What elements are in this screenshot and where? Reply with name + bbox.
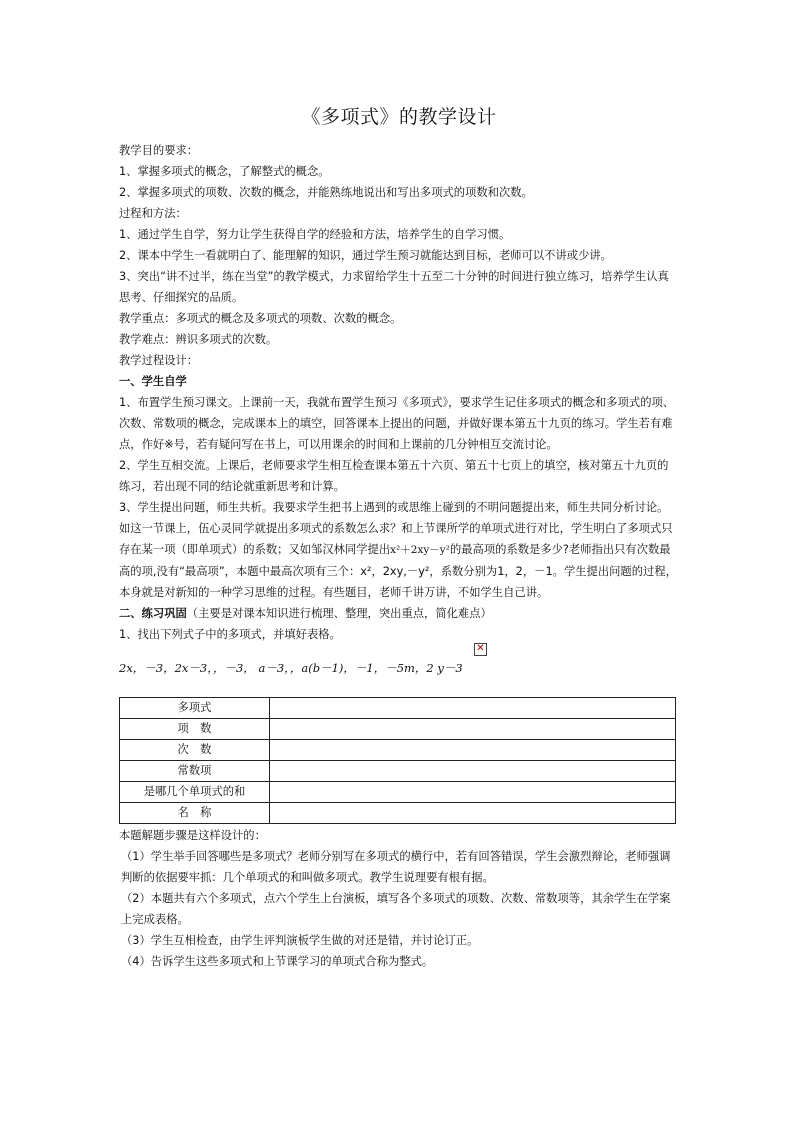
table-row	[120, 740, 676, 761]
section-1-paragraph-1: 1、布置学生预习课文。上课前一天，我就布置学生预习《多项式》，要求学生记住多项式的概念和多项式的项、次数、常数项的概念，完成课本上的填空，回答课本上提出的问题，并做好课本第五十九页的练习。学生若有难点，作好※号，若有疑问写在书上，可以用课余的时间和上课前的几分钟相互交流讨论。	[119, 396, 675, 451]
table-row	[120, 782, 676, 803]
table-cell-empty[interactable]	[270, 803, 676, 824]
section-2-heading-line	[119, 603, 677, 624]
process-heading: 过程和方法：	[119, 207, 187, 220]
broken-image-icon: ✕	[474, 643, 487, 656]
table-row	[120, 803, 676, 824]
goal-item-1: 1、掌握多项式的概念，了解整式的概念。	[119, 165, 330, 178]
table-row	[120, 698, 676, 719]
section-1-paragraph-2: 2、学生互相交流。上课后，老师要求学生相互检查课本第五十六页、第五十七页上的填空，核对第五十九页的练习，若出现不同的结论就重新思考和计算。	[119, 459, 669, 493]
math-expression: 2x，－3，2x－3，，－3， a－3，，a(b－1)，－1，－5m，2 y－3	[119, 661, 463, 675]
goal-heading: 教学目的要求：	[119, 144, 199, 157]
key-point: 教学重点：多项式的概念及多项式的项数、次数的概念。	[119, 312, 402, 325]
step-2: （2）本题共有六个多项式，点六个学生上台演板，填写各个多项式的项数、次数、常数项等，其余学生在学案上完成表格。	[121, 892, 671, 926]
difficulty: 教学难点：辨识多项式的次数。	[119, 333, 278, 346]
section-1-paragraph-3	[119, 497, 677, 603]
page-title: 《多项式》的教学设计	[301, 106, 497, 128]
table-row-label: 是哪几个单项式的和	[120, 782, 270, 803]
process-item-3: 3、突出“讲不过半，练在当堂”的教学模式，力求留给学生十五至二十分钟的时间进行独立练习，培养学生认真思考、仔细探究的品质。	[119, 270, 669, 304]
table-cell-empty[interactable]	[270, 698, 676, 719]
goal-item-2: 2、掌握多项式的项数、次数的概念，并能熟练地说出和写出多项式的项数和次数。	[119, 186, 533, 199]
table-row	[120, 761, 676, 782]
section-1-paragraph-3-part-b: 的最高项的系数是多少?老师指出只有次数最高的项,没有“最高项”，本题中最高次项有三个：x²，2xy,－y²，系数分别为1，2，－1。学生提出问题的过程，本身就是对新知的一种学习思维的过程。有些题目，老师千讲万讲，不如学生自己讲。	[119, 543, 677, 599]
step-3: （3）学生互相检查，由学生评判演板学生做的对还是错，并讨论订正。	[121, 934, 479, 947]
section-1-heading: 一、学生自学	[119, 375, 187, 388]
polynomial-expression: x²＋2xy－y²	[390, 544, 450, 556]
math-expression-line	[119, 643, 677, 685]
section-2-note: （主要是对课本知识进行梳理、整理，突出重点，简化难点）	[186, 607, 492, 620]
design-heading: 教学过程设计：	[119, 354, 199, 367]
table-row-label: 多项式	[120, 698, 270, 719]
table-row	[120, 719, 676, 740]
document-body	[119, 140, 677, 972]
steps-heading: 本题解题步骤是这样设计的：	[119, 829, 266, 842]
table-cell-empty[interactable]	[270, 740, 676, 761]
table-cell-empty[interactable]	[270, 761, 676, 782]
exercise-1: 1、找出下列式子中的多项式，并填好表格。	[119, 628, 341, 641]
step-1: （1）学生举手回答哪些是多项式？老师分别写在多项式的横行中，若有回答错误，学生会激烈辩论，老师强调判断的依据要牢抓：几个单项式的和叫做多项式。教学生说理要有根有据。	[121, 850, 671, 884]
section-1-paragraph-3-part-a: 3、学生提出问题，师生共析。我要求学生把书上遇到的或思维上碰到的不明问题提出来，师生共同分析讨论。如这一节课上，伍心灵同学就提出多项式的系数怎么求？和上节课所学的单项式进行对比，学生明白了多项式只存在某一项（即单项式）的系数；又如邹汉林同学提出	[119, 501, 673, 556]
process-item-1: 1、通过学生自学，努力让学生获得自学的经验和方法，培养学生的自学习惯。	[119, 228, 511, 241]
table-cell-empty[interactable]	[270, 782, 676, 803]
table-row-label: 项 数	[120, 719, 270, 740]
step-4: （4）告诉学生这些多项式和上节课学习的单项式合称为整式。	[121, 955, 434, 968]
process-item-2: 2、课本中学生一看就明白了、能理解的知识，通过学生预习就能达到目标，老师可以不讲或少讲。	[119, 249, 612, 262]
table-row-label: 常数项	[120, 761, 270, 782]
section-2-heading: 二、练习巩固	[119, 607, 187, 620]
table-cell-empty[interactable]	[270, 719, 676, 740]
table-row-label: 次 数	[120, 740, 270, 761]
polynomial-table	[119, 697, 676, 824]
table-row-label: 名 称	[120, 803, 270, 824]
